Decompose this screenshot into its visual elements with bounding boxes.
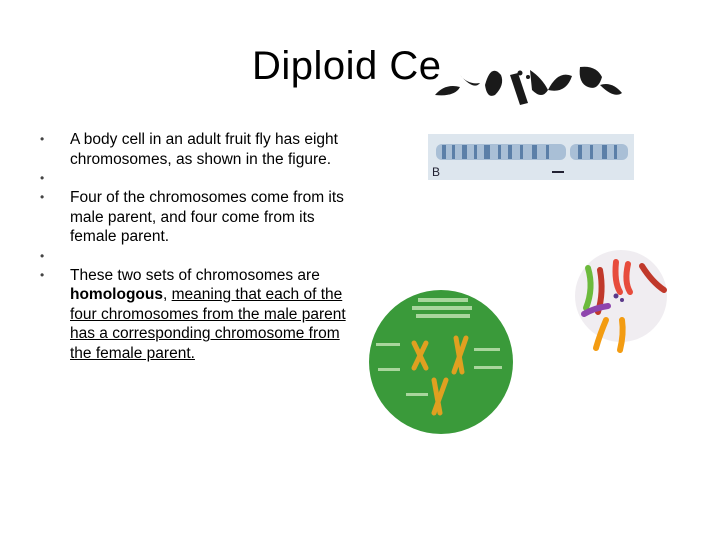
bullet-2 bbox=[40, 169, 360, 188]
bullet-list bbox=[40, 130, 360, 363]
bullet-dot: • bbox=[40, 190, 45, 204]
bullet-5 bbox=[40, 266, 360, 364]
bullet-1-text: A body cell in an adult fruit fly has eight chromosomes, as shown in the figure. bbox=[70, 131, 338, 168]
bullet-3 bbox=[40, 188, 360, 247]
banded-chromosome-image bbox=[428, 134, 634, 180]
bullet-3-text: Four of the chromosomes come from its male parent, and four come from its female parent. bbox=[70, 189, 344, 245]
bullet-dot: • bbox=[40, 132, 45, 146]
bullet-dot: • bbox=[40, 248, 45, 263]
bullet-5-comma: , bbox=[163, 286, 172, 303]
bullet-1 bbox=[40, 130, 360, 169]
bullet-5-lead: These two sets of chromosomes are bbox=[70, 266, 320, 284]
bullet-5-underlined: meaning that each of the four chromosomes from the male parent has a corresponding chromosome from the female parent. bbox=[70, 286, 346, 362]
slide-title: Diploid Ce bbox=[252, 44, 442, 88]
fruit-fly-chromosome-diagram bbox=[366, 288, 516, 436]
band-label: B bbox=[432, 165, 441, 179]
colored-chromosomes-image bbox=[566, 248, 676, 358]
karyotype-image bbox=[430, 55, 630, 115]
bullet-5-bold-term: homologous bbox=[70, 286, 163, 303]
bullet-dot: • bbox=[40, 171, 45, 185]
bullet-4 bbox=[40, 247, 360, 266]
bullet-dot: • bbox=[40, 267, 45, 282]
